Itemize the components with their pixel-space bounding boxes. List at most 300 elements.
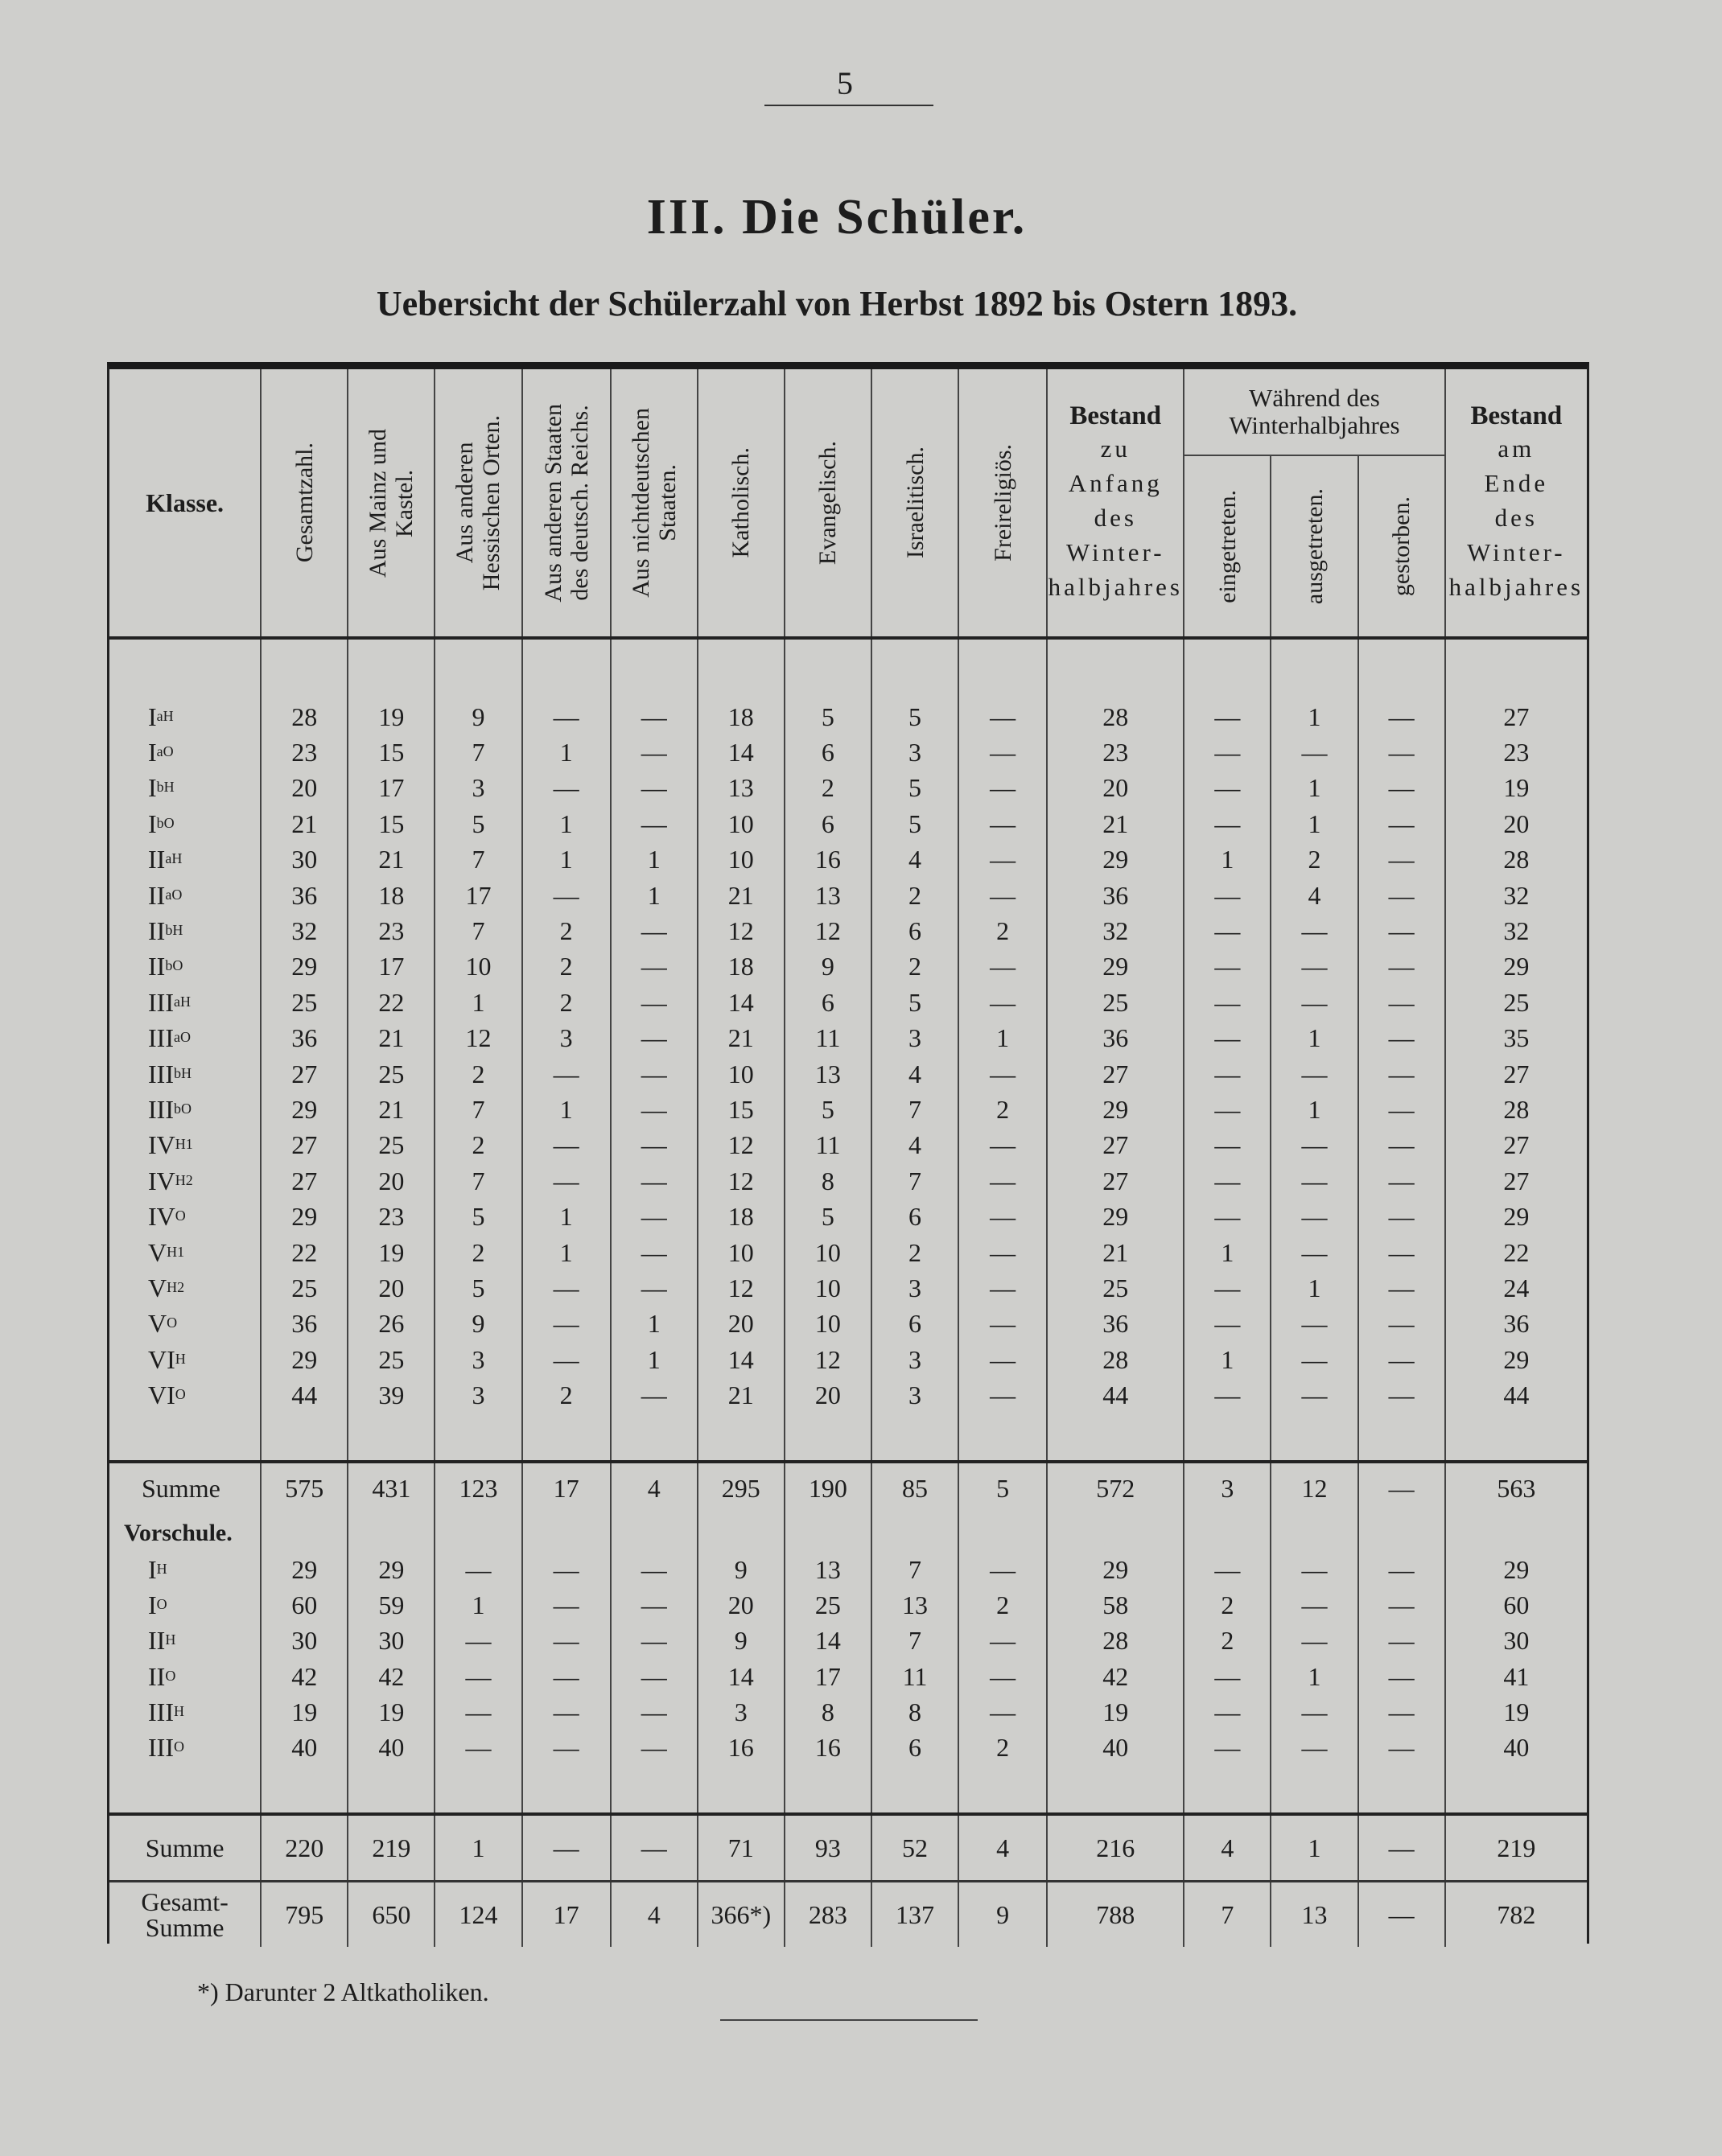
table-cell: 29 <box>261 1552 348 1587</box>
table-cell: 16 <box>785 1730 871 1766</box>
class-sub: a <box>173 993 180 1010</box>
table-cell: 2 <box>871 1235 958 1270</box>
table-cell: 1 <box>1184 842 1271 878</box>
table-cell: 7 <box>435 734 521 770</box>
table-cell: 12 <box>435 1021 521 1056</box>
table-cell: 13 <box>785 1056 871 1092</box>
table-cell: — <box>1358 985 1445 1020</box>
table-cell: — <box>958 1128 1047 1163</box>
table-cell: 8 <box>785 1163 871 1199</box>
class-label <box>109 806 261 841</box>
table-cell: — <box>522 1730 611 1766</box>
class-roman: II <box>148 1626 166 1656</box>
table-cell: 10 <box>698 1235 785 1270</box>
table-cell: 124 <box>435 1882 521 1948</box>
table-cell: — <box>611 1235 698 1270</box>
table-cell: 283 <box>785 1882 871 1948</box>
table-cell: — <box>1184 1021 1271 1056</box>
table-cell: 7 <box>435 913 521 948</box>
table-cell: 4 <box>1184 1814 1271 1882</box>
table-cell: — <box>1271 1306 1357 1342</box>
table-cell: 22 <box>261 1235 348 1270</box>
table-cell: 27 <box>1445 1056 1587 1092</box>
table-cell: 27 <box>1047 1056 1184 1092</box>
class-term: O <box>179 1029 191 1046</box>
table-cell: 16 <box>785 842 871 878</box>
table-cell: 36 <box>1047 878 1184 913</box>
table-cell: — <box>1271 1128 1357 1163</box>
table-cell: 12 <box>785 1342 871 1377</box>
class-sub: a <box>165 850 172 867</box>
table-cell: — <box>611 1199 698 1234</box>
table-cell: 28 <box>1445 1092 1587 1127</box>
table-cell: — <box>958 1552 1047 1587</box>
table-cell: 219 <box>1445 1814 1587 1882</box>
table-cell: — <box>958 1270 1047 1306</box>
statistics-grid <box>109 369 1587 1947</box>
class-label <box>109 1270 261 1306</box>
class-roman: I <box>148 808 157 838</box>
header-katholisch-label: Katholisch. <box>727 447 755 558</box>
table-cell: — <box>958 949 1047 985</box>
table-cell: 29 <box>1445 949 1587 985</box>
class-sub: O <box>167 1315 178 1331</box>
header-freireligioes-label: Freireligiös. <box>989 444 1016 562</box>
table-cell: 25 <box>261 1270 348 1306</box>
table-cell: 295 <box>698 1462 785 1515</box>
class-roman: IV <box>148 1202 175 1232</box>
header-bestand-ende <box>1445 369 1587 638</box>
table-cell: 30 <box>348 1623 435 1659</box>
table-cell: — <box>1358 1056 1445 1092</box>
table-cell: 3 <box>522 1021 611 1056</box>
class-sub: b <box>173 1100 181 1117</box>
summary-row <box>109 1882 1587 1948</box>
class-term: O <box>172 957 183 974</box>
student-statistics-table <box>107 362 1589 1944</box>
table-cell: 563 <box>1445 1462 1587 1515</box>
table-cell: — <box>1358 806 1445 841</box>
table-row <box>109 1092 1587 1127</box>
table-row <box>109 985 1587 1020</box>
table-cell: 13 <box>871 1587 958 1623</box>
class-label <box>109 1587 261 1623</box>
table-cell: — <box>611 985 698 1020</box>
table-cell: 18 <box>698 949 785 985</box>
table-cell: 85 <box>871 1462 958 1515</box>
table-cell: 29 <box>1047 842 1184 878</box>
header-nichtdeutsch <box>611 369 698 638</box>
class-sub: H <box>175 1350 186 1367</box>
table-cell: — <box>611 1552 698 1587</box>
table-cell: 25 <box>348 1128 435 1163</box>
table-cell: 1 <box>1271 806 1357 841</box>
table-cell: 12 <box>698 1128 785 1163</box>
table-cell: 20 <box>698 1306 785 1342</box>
table-cell: 1 <box>435 1814 521 1882</box>
table-cell: 2 <box>1184 1587 1271 1623</box>
table-row <box>109 699 1587 734</box>
table-cell: 24 <box>1445 1270 1587 1306</box>
table-cell: 60 <box>261 1587 348 1623</box>
table-cell: — <box>1184 1199 1271 1234</box>
summary-label: Gesamt- Summe <box>109 1882 261 1948</box>
table-cell: 3 <box>698 1694 785 1730</box>
table-cell: — <box>958 1235 1047 1270</box>
vorschule-heading-row <box>109 1515 1587 1552</box>
table-cell: — <box>1358 1694 1445 1730</box>
table-cell: 1 <box>522 734 611 770</box>
table-cell: 28 <box>1445 842 1587 878</box>
table-cell: 29 <box>261 1342 348 1377</box>
table-cell: 25 <box>348 1056 435 1092</box>
table-cell: — <box>958 1694 1047 1730</box>
table-cell: — <box>522 1306 611 1342</box>
table-cell: 19 <box>348 1235 435 1270</box>
table-cell: — <box>1271 1056 1357 1092</box>
table-cell: 29 <box>261 1092 348 1127</box>
table-cell: — <box>1358 1587 1445 1623</box>
table-cell: — <box>1271 1235 1357 1270</box>
class-sub: H <box>165 1631 176 1648</box>
table-cell: — <box>435 1730 521 1766</box>
class-sub: a <box>173 1029 180 1046</box>
table-cell: — <box>1271 1163 1357 1199</box>
class-term: H <box>172 922 183 939</box>
table-cell: 4 <box>871 842 958 878</box>
table-cell: — <box>1358 699 1445 734</box>
table-cell: 2 <box>958 913 1047 948</box>
class-label <box>109 949 261 985</box>
table-cell: — <box>1358 1342 1445 1377</box>
table-cell: — <box>1184 1694 1271 1730</box>
table-cell: 13 <box>1271 1882 1357 1948</box>
header-deutsch <box>522 369 611 638</box>
header-hessisch <box>435 369 521 638</box>
table-cell: 2 <box>522 985 611 1020</box>
table-cell: — <box>611 1814 698 1882</box>
table-cell: 26 <box>348 1306 435 1342</box>
class-label <box>109 878 261 913</box>
class-label <box>109 734 261 770</box>
table-cell: — <box>958 1163 1047 1199</box>
table-cell: — <box>611 1128 698 1163</box>
table-cell: 7 <box>435 1092 521 1127</box>
table-cell: 431 <box>348 1462 435 1515</box>
table-cell: 137 <box>871 1882 958 1948</box>
table-cell: 21 <box>348 842 435 878</box>
table-cell: 30 <box>261 1623 348 1659</box>
table-cell: — <box>611 1270 698 1306</box>
table-cell: — <box>611 1659 698 1694</box>
table-row <box>109 1235 1587 1270</box>
table-cell: — <box>1184 1730 1271 1766</box>
table-cell: 6 <box>785 734 871 770</box>
summary-row <box>109 1814 1587 1882</box>
table-cell: — <box>1358 842 1445 878</box>
class-label <box>109 1056 261 1092</box>
table-cell: 5 <box>785 1092 871 1127</box>
table-cell: 5 <box>785 699 871 734</box>
table-row <box>109 1694 1587 1730</box>
table-cell: 1 <box>1271 1092 1357 1127</box>
table-cell: — <box>611 1623 698 1659</box>
table-cell: 1 <box>1184 1235 1271 1270</box>
class-roman: II <box>148 845 166 874</box>
table-cell: 29 <box>1047 949 1184 985</box>
table-cell: 32 <box>1047 913 1184 948</box>
class-sub: b <box>173 1064 181 1081</box>
table-cell: 16 <box>698 1730 785 1766</box>
table-cell: 20 <box>348 1163 435 1199</box>
class-term: O <box>163 743 174 760</box>
table-cell: — <box>1358 913 1445 948</box>
table-cell: 21 <box>261 806 348 841</box>
table-row <box>109 1128 1587 1163</box>
class-label <box>109 842 261 878</box>
table-cell: 3 <box>435 1342 521 1377</box>
table-cell: — <box>1271 1694 1357 1730</box>
table-cell: 44 <box>1047 1377 1184 1413</box>
table-cell: 17 <box>435 878 521 913</box>
table-cell: 220 <box>261 1814 348 1882</box>
table-cell: 13 <box>785 1552 871 1587</box>
header-klasse-label: Klasse. <box>146 488 225 517</box>
table-cell: 190 <box>785 1462 871 1515</box>
table-cell: 27 <box>1445 699 1587 734</box>
class-label <box>109 1552 261 1587</box>
table-cell: 36 <box>1047 1306 1184 1342</box>
class-sub: a <box>156 743 163 760</box>
table-cell: 1 <box>1271 1021 1357 1056</box>
table-cell: 6 <box>871 913 958 948</box>
table-cell: 19 <box>348 699 435 734</box>
table-cell: 3 <box>871 1021 958 1056</box>
table-cell: 14 <box>698 1342 785 1377</box>
table-cell: 1 <box>522 1092 611 1127</box>
table-cell: 2 <box>958 1587 1047 1623</box>
table-cell: — <box>611 806 698 841</box>
table-cell: 4 <box>958 1814 1047 1882</box>
table-cell: — <box>958 1199 1047 1234</box>
table-cell: 9 <box>698 1552 785 1587</box>
table-cell: 32 <box>1445 878 1587 913</box>
table-cell: — <box>1358 1730 1445 1766</box>
class-sub: a <box>156 707 163 724</box>
table-cell: 1 <box>435 985 521 1020</box>
table-cell: — <box>522 1814 611 1882</box>
table-cell: 6 <box>785 806 871 841</box>
class-roman: I <box>148 702 157 731</box>
table-cell: 27 <box>1047 1128 1184 1163</box>
class-label <box>109 1730 261 1766</box>
class-label <box>109 1092 261 1127</box>
table-row <box>109 1199 1587 1234</box>
class-sub: H2 <box>175 1171 193 1188</box>
class-roman: IV <box>148 1130 175 1160</box>
table-cell: 1 <box>611 1306 698 1342</box>
table-cell: 19 <box>348 1694 435 1730</box>
table-cell: 22 <box>1445 1235 1587 1270</box>
table-cell: — <box>435 1623 521 1659</box>
table-cell: 42 <box>261 1659 348 1694</box>
table-cell: 21 <box>698 1021 785 1056</box>
table-cell: 2 <box>435 1128 521 1163</box>
table-cell: — <box>1358 1659 1445 1694</box>
table-cell: — <box>522 1659 611 1694</box>
class-roman: IV <box>148 1166 175 1195</box>
table-cell: 2 <box>958 1730 1047 1766</box>
table-cell: 5 <box>435 806 521 841</box>
table-cell: 36 <box>261 1306 348 1342</box>
table-cell: — <box>958 878 1047 913</box>
header-nichtdeutsch-label: Aus nichtdeutschen Staaten. <box>627 408 681 598</box>
table-cell: 25 <box>348 1342 435 1377</box>
header-bestand-anfang-text: zu Anfang des Winter- halbjahres <box>1048 434 1183 601</box>
class-label <box>109 1306 261 1342</box>
table-cell: 15 <box>698 1092 785 1127</box>
table-cell: — <box>1184 806 1271 841</box>
table-cell: 1 <box>1271 699 1357 734</box>
header-mainz-label: Aus Mainz und Kastel. <box>365 428 418 578</box>
table-cell: 42 <box>348 1659 435 1694</box>
table-cell: 2 <box>522 1377 611 1413</box>
class-term: H <box>163 707 174 724</box>
table-cell: 29 <box>1047 1199 1184 1234</box>
header-bestand-ende-text: am Ende des Winter- halbjahres <box>1448 434 1584 601</box>
table-cell: 23 <box>1047 734 1184 770</box>
class-label <box>109 699 261 734</box>
table-cell: 19 <box>1047 1694 1184 1730</box>
table-cell: 4 <box>871 1128 958 1163</box>
table-cell: 44 <box>261 1377 348 1413</box>
table-cell: 60 <box>1445 1587 1587 1623</box>
table-cell: — <box>1358 1552 1445 1587</box>
table-cell: — <box>611 1021 698 1056</box>
table-cell: — <box>1358 1306 1445 1342</box>
table-cell: 25 <box>785 1587 871 1623</box>
page-number: 5 <box>837 65 853 101</box>
class-roman: I <box>148 1554 157 1584</box>
table-cell: — <box>1184 1092 1271 1127</box>
header-evangelisch <box>785 369 871 638</box>
table-cell: 10 <box>435 949 521 985</box>
header-eingetreten-label: eingetreten. <box>1213 489 1241 603</box>
table-cell: — <box>1358 1462 1445 1515</box>
table-cell: 17 <box>522 1462 611 1515</box>
header-klasse <box>109 369 261 638</box>
class-sub: O <box>156 1595 167 1612</box>
table-cell: — <box>1184 1659 1271 1694</box>
class-sub: H <box>173 1703 184 1720</box>
table-cell: 9 <box>435 699 521 734</box>
table-row <box>109 1056 1587 1092</box>
table-cell: — <box>611 1587 698 1623</box>
table-cell: — <box>1358 1092 1445 1127</box>
table-cell: 22 <box>348 985 435 1020</box>
table-cell: 2 <box>1271 842 1357 878</box>
table-cell: 27 <box>1047 1163 1184 1199</box>
vorschule-heading: Vorschule. <box>124 1519 233 1546</box>
table-cell: 17 <box>522 1882 611 1948</box>
table-cell: — <box>1358 1814 1445 1882</box>
table-cell: 575 <box>261 1462 348 1515</box>
table-body <box>109 638 1587 1947</box>
table-cell: — <box>1184 1552 1271 1587</box>
table-cell: 12 <box>698 913 785 948</box>
table-cell: 2 <box>871 949 958 985</box>
table-cell: — <box>1358 1128 1445 1163</box>
table-cell: — <box>611 1056 698 1092</box>
class-roman: VI <box>148 1380 175 1410</box>
table-cell: 2 <box>435 1235 521 1270</box>
table-cell: 11 <box>871 1659 958 1694</box>
class-term: O <box>180 1100 192 1117</box>
table-cell: — <box>1184 1163 1271 1199</box>
spacer-row <box>109 1413 1587 1462</box>
header-israelitisch-label: Israelitisch. <box>901 446 929 559</box>
table-cell: — <box>1271 949 1357 985</box>
table-row <box>109 949 1587 985</box>
table-cell: — <box>435 1694 521 1730</box>
table-cell: — <box>958 985 1047 1020</box>
summary-row <box>109 1462 1587 1515</box>
table-cell: 17 <box>785 1659 871 1694</box>
table-cell: 4 <box>611 1882 698 1948</box>
table-cell: 14 <box>698 1659 785 1694</box>
table-cell: 29 <box>1445 1342 1587 1377</box>
table-cell: — <box>1271 1342 1357 1377</box>
table-cell: — <box>1271 1199 1357 1234</box>
header-gestorben-label: gestorben. <box>1388 496 1415 597</box>
table-cell: 15 <box>348 806 435 841</box>
class-label <box>109 1021 261 1056</box>
table-cell: 18 <box>698 699 785 734</box>
table-cell: — <box>1358 1199 1445 1234</box>
table-cell: 4 <box>611 1462 698 1515</box>
table-cell: 40 <box>1047 1730 1184 1766</box>
table-cell: 5 <box>871 806 958 841</box>
class-term: H <box>171 850 183 867</box>
table-cell: — <box>611 1377 698 1413</box>
table-cell: 28 <box>261 699 348 734</box>
table-cell: 21 <box>698 878 785 913</box>
table-cell: 29 <box>1445 1552 1587 1587</box>
class-label <box>109 1659 261 1694</box>
table-cell: — <box>1184 699 1271 734</box>
table-cell: — <box>435 1659 521 1694</box>
page-subheading: Uebersicht der Schülerzahl von Herbst 1892 bis Ostern 1893. <box>376 284 1298 323</box>
class-roman: I <box>148 738 157 767</box>
class-label <box>109 1163 261 1199</box>
table-row <box>109 1587 1587 1623</box>
table-cell: — <box>522 1342 611 1377</box>
header-bestand-anfang <box>1047 369 1184 638</box>
class-term: H <box>179 993 191 1010</box>
table-cell: — <box>1358 878 1445 913</box>
table-cell: 21 <box>348 1092 435 1127</box>
table-cell: — <box>1184 1377 1271 1413</box>
table-cell: — <box>1271 1623 1357 1659</box>
class-term: H <box>180 1064 192 1081</box>
table-cell: 18 <box>348 878 435 913</box>
table-cell: 5 <box>871 699 958 734</box>
table-cell: 42 <box>1047 1659 1184 1694</box>
table-cell: 21 <box>1047 1235 1184 1270</box>
class-roman: II <box>148 880 166 910</box>
table-cell: — <box>1184 878 1271 913</box>
table-cell: 32 <box>261 913 348 948</box>
